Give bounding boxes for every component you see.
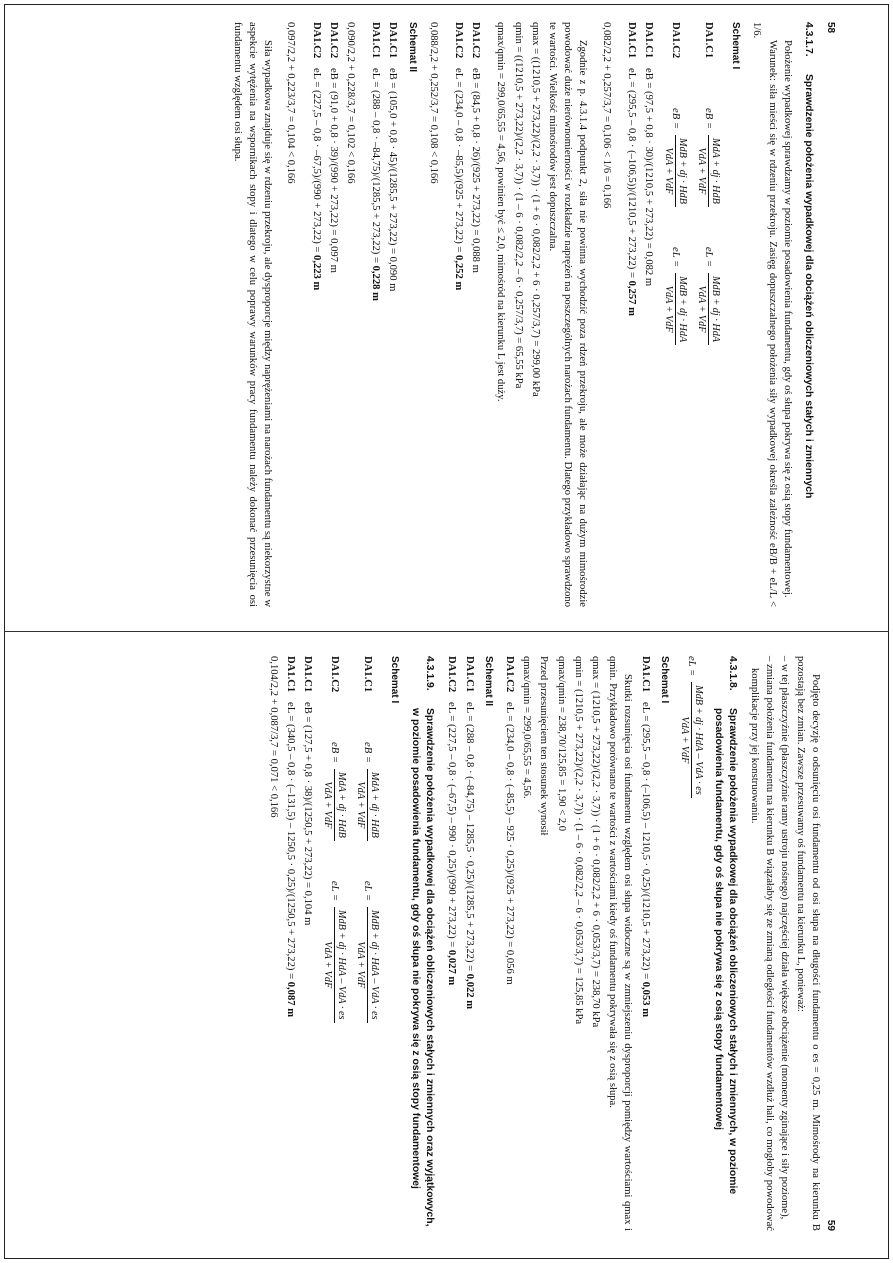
calc-text: eL = (234,0 – 0,8 · –85,5)/(925 + 273,22) = — [452, 68, 464, 256]
formula-lhs: eL = — [329, 880, 341, 902]
denominator: VdA + VdF — [321, 781, 333, 829]
calc-text: eL = (227,5 – 0,8 · (–67,5) – 990 · 0,25)/(990 + 273,22) = — [446, 702, 458, 950]
numerator: MdB + dj · HdA – VdA · es — [334, 907, 348, 1023]
calc-result: 0,223 m — [310, 255, 322, 291]
design-approach-label: DA1.C2 — [310, 22, 322, 59]
calc-text: eL = (234,0 – 0,8 · (–85,5) – 925 · 0,25)/(925 + 273,22) = 0,056 m — [503, 702, 515, 985]
design-approach-label: DA1.C1 — [301, 656, 313, 693]
page-number: 58 — [825, 22, 836, 34]
calc-result: 0,053 m — [639, 981, 651, 1018]
design-approach-label: DA1.C1 — [642, 22, 654, 59]
fraction — [695, 135, 722, 207]
section-title: Sprawdzenie położenia wypadkowej dla obciążeń obliczeniowych stałych i zmiennych, w poziomie posadowienia fundamentu, gdy oś słupa nie pokrywa się z osią stopy fundamentowej — [712, 708, 738, 1195]
design-approach-label: DA1.C2 — [446, 656, 458, 693]
formula-lhs: eL = — [362, 880, 374, 902]
formula-lhs: eL = — [703, 246, 715, 268]
calc-text: eL = (295,5 – 0,8 · (–106,5))/(1210,5 + 273,22) = — [625, 68, 637, 281]
denominator: VdA + VdF — [695, 147, 707, 195]
dash-list — [747, 656, 793, 1231]
formula-lhs: eB = — [329, 742, 341, 763]
numerator: MdA + dj · HdB — [708, 135, 722, 207]
design-approach-label: DA1.C1 — [639, 656, 651, 693]
page-divider — [4, 631, 889, 632]
page-number: 59 — [825, 1219, 836, 1231]
calc-text: eL = (288 – 0,8 · (–84,75) – 1285,5 · 0,25)/(1285,5 + 273,22) = — [463, 702, 475, 974]
calc-line: qmax/qmin = 299,0/65,55 = 4,56. — [521, 656, 533, 799]
formula — [354, 881, 381, 1023]
schemat-heading: Schemat I — [658, 656, 670, 704]
calc-text: eB = (91,0 + 0,8 · 39)/(990 + 273,22) = 0,097 m — [327, 68, 339, 273]
paragraph: Zgodnie z p. 4.3.1.4 podpunkt 2, siła nie powinna wychodzić poza rdzeń przekroju, ale może działając na dużym mimośrodzie powodować duże nierównomierności w rozkładzie naprężeń na poszczególnych narożach fundamentu. Dlatego przykładowo sprawdzono te wartości. Wielkość mimośrodów jest dopuszczalna. — [546, 22, 589, 607]
design-approach-label: DA1.C2 — [329, 656, 341, 693]
calc-line — [300, 656, 315, 1231]
paragraph: Warunek: siła mieści się w rdzeniu przekroju. Zasięg dopuszczalnego położenia siły wypadkowej określa zależność eB/B + eL/L < 1/6. — [751, 22, 778, 607]
calc-line: qmin = ((1210,5 + 273,22)/(2,2 · 3,7)) · (1 – 6 · 0,082/2,2 – 6 · 0,257/3,7) = 65,55 kPa — [512, 22, 524, 389]
calc-line — [502, 656, 517, 1231]
formula-row — [695, 22, 722, 607]
formula-lhs: eB = — [362, 742, 374, 763]
section-heading — [408, 656, 436, 1231]
formula — [662, 247, 689, 345]
fraction — [354, 907, 381, 1023]
denominator: VdA + VdF — [662, 147, 674, 195]
paragraph: Podjęto decyzję o odsunięciu osi fundamentu od osi słupa na długości fundamentu o es = 0,25 m. Mimośrody na kierunku B pozostają bez zmian. Zawsze przesuwamy oś fundamentu na kierunku L, ponieważ: — [794, 656, 821, 1231]
calc-line — [468, 22, 483, 607]
denominator: VdA + VdF — [321, 941, 333, 989]
paragraph: Skutki rozsunięcia osi fundamentu względem osi słupa widoczne są w zmniejszeniu dysproporcji pomiędzy wartościami qmax i qmin. Przykładowo porównano te wartości z wartościami kiedy oś fundamentu pokrywała się z osią słupa. — [607, 656, 634, 1231]
formula-lhs: eL = — [670, 247, 682, 268]
calc-result: 0,257 m — [625, 280, 637, 316]
fraction — [695, 273, 722, 345]
calc-text: eB = (97,5 + 0,8 · 30)/(1210,5 + 273,22) = 0,082 m — [642, 68, 654, 287]
calc-line: qmin = (1210,5 + 273,22)/(2,2 · 3,7)) · (1 – 6 · 0,082/2,2 – 6 · 0,053/3,7) = 125,85 kPa — [572, 656, 584, 1025]
calc-line: qmax/qmin = 238,70/125,85 = 1,90 < 2,0 — [555, 656, 567, 832]
fraction — [662, 135, 689, 207]
calc-text: eL = (227,5 – 0,8 · –67,5)/(990 + 273,22) = — [310, 68, 322, 256]
design-approach-label: DA1.C2 — [503, 656, 515, 693]
fraction — [321, 769, 348, 841]
denominator: VdA + VdF — [354, 941, 366, 989]
schemat-heading: Schemat I — [730, 22, 742, 70]
calc-line — [641, 22, 656, 607]
formula — [354, 742, 381, 841]
calc-text: eL = (295,5 – 0,8 · (–106,5) – 1210,5 · 0,25)/(1210,5 + 273,22) = — [639, 702, 651, 982]
formula-row — [354, 656, 381, 1231]
section-heading — [711, 656, 739, 1231]
schemat-heading: Schemat I — [389, 656, 401, 704]
formula-row — [321, 656, 348, 1231]
calc-result: 0,022 m — [463, 973, 475, 1010]
calc-result: 0,087 m — [284, 981, 296, 1018]
calc-line — [308, 22, 323, 607]
calc-line: Przed przesunięciem ten stosunek wynosił — [538, 656, 550, 836]
design-approach-label: DA1.C2 — [452, 22, 464, 59]
formula-lhs: eL = — [685, 656, 697, 677]
calc-line — [385, 22, 400, 607]
formula — [695, 247, 722, 345]
design-approach-label: DA1.C2 — [670, 22, 682, 59]
calc-line — [444, 656, 459, 1231]
numerator: MdB + dj · HdA — [675, 273, 689, 345]
calc-line — [461, 656, 476, 1231]
section-number: 4.3.1.9. — [424, 656, 436, 691]
formula — [321, 881, 348, 1023]
calc-line — [624, 22, 639, 607]
design-approach-label: DA1.C1 — [284, 656, 296, 693]
formula-row — [662, 22, 689, 607]
design-approach-label: DA1.C1 — [625, 22, 637, 59]
denominator: VdA + VdF — [662, 285, 674, 333]
calc-line: 0,097/2,2 + 0,223/3,7 = 0,104 < 0,166 — [285, 22, 297, 184]
calc-result: 0,228 m — [370, 265, 382, 301]
denominator: VdA + VdF — [678, 716, 690, 764]
numerator: MdB + dj · HdB — [675, 135, 689, 207]
calc-line — [283, 656, 298, 1231]
numerator: MdB + dj · HdA — [708, 273, 722, 345]
calc-line: qmax/qmin = 299,0/65,55 = 4,56, powinien być ≤ 2,0, mimośród na kierunku L jest duży. — [495, 22, 507, 402]
calc-line: 0,090/2,2 + 0,228/3,7 = 0,102 < 0,166 — [344, 22, 356, 184]
formula — [662, 108, 689, 207]
denominator: VdA + VdF — [354, 781, 366, 829]
calc-result: 0,027 m — [446, 949, 458, 986]
design-approach-label: DA1.C1 — [362, 656, 374, 693]
formula — [321, 742, 348, 841]
design-approach-label: DA1.C1 — [387, 22, 399, 59]
denominator: VdA + VdF — [695, 285, 707, 333]
calc-line: 0,082/2,2 + 0,257/3,7 = 0,106 < 1/6 = 0,166 — [600, 22, 612, 209]
formula-lhs: eB = — [703, 108, 715, 129]
section-title: Sprawdzenie położenia wypadkowej dla obciążeń obliczeniowych stałych i zmiennych oraz wyjątkowych, w poziomie posadowienia fundamentu, gdy oś słupa nie pokrywa się z osią stopy fundamentowej — [410, 708, 436, 1227]
formula-row — [678, 656, 705, 1231]
list-item: – w tej płaszczyźnie (płaszczyźnie ramy ustroju nośnego) najczęściej działa większe obciążenie (momenty zginające i siły poziome), — [779, 656, 791, 1220]
calc-text: eL = (340,5 – 0,8 · (–131,5) – 1250,5 · 0,25)/(1250,5 + 273,22) = — [284, 702, 296, 982]
numerator: MdA + dj · HdB — [334, 769, 348, 841]
section-title: Sprawdzenie położenia wypadkowej dla obciążeń obliczeniowych stałych i zmiennych — [802, 74, 814, 499]
section-number: 4.3.1.7. — [802, 22, 814, 57]
calc-line — [637, 656, 652, 1231]
design-approach-label: DA1.C2 — [327, 22, 339, 59]
design-approach-label: DA1.C2 — [470, 22, 482, 59]
fraction — [662, 273, 689, 345]
numerator: MdB + dj · HdA – VdA · es — [367, 907, 381, 1023]
fraction — [321, 907, 348, 1023]
calc-text: eB = (84,5 + 0,8 · 26)/(925 + 273,22) = 0,088 m — [470, 68, 482, 273]
calc-text: eB = (105,0 + 0,8 · 45)/(1285,5 + 273,22) = 0,090 m — [387, 68, 399, 292]
calc-line — [451, 22, 466, 607]
formula — [678, 656, 705, 798]
numerator: MdB + dj · HdA – VdA · es — [691, 682, 705, 798]
calc-line — [368, 22, 383, 607]
formula — [695, 108, 722, 207]
calc-result: 0,252 m — [452, 255, 464, 291]
calc-text: eL = (288 – 0,8 · –84,75)/(1285,5 + 273,22) = — [370, 68, 382, 266]
calc-line — [326, 22, 341, 607]
section-heading — [801, 22, 815, 607]
design-approach-label: DA1.C1 — [703, 22, 715, 59]
calc-line: qmax = ((1210,5 + 273,22)/(2,2 · 3,7)) · (1 + 6 · 0,082/2,2 + 6 · 0,257/3,7) = 299,00 kPa — [529, 22, 541, 397]
calc-line: 0,088/2,2 + 0,252/3,7 = 0,108 < 0,166 — [427, 22, 439, 184]
paragraph: Siła wypadkowa znajduje się w rdzeniu przekroju, ale dysproporcje między naprężeniami na narożach fundamentu są niekorzystne w aspekcie wytężenia na wspornikach stopy i dlatego w celu poprawy warunków pracy fundamentu należy dokonać przesunięcia osi fundamentu względem osi słupa. — [231, 22, 274, 607]
schemat-heading: Schemat II — [482, 656, 494, 707]
design-approach-label: DA1.C1 — [370, 22, 382, 59]
schemat-heading: Schemat II — [406, 22, 418, 73]
calc-text: eB = (127,5 + 0,8 · 38)/(1250,5 + 273,22) = 0,104 m — [301, 702, 313, 926]
list-item: – zmiana położenia fundamentu na kierunku B wiązałaby się ze zmianą odległości fundamentów wzdłuż hali, co mogłoby powodować komplikacje przy jej konstruowaniu. — [748, 656, 776, 1231]
design-approach-label: DA1.C1 — [463, 656, 475, 693]
fraction — [678, 682, 705, 798]
paragraph: Położenie wypadkowej sprawdzamy w poziomie posadowienia fundamentu, gdy oś słupa pokrywa się z osią stopy fundamentowej. — [781, 40, 793, 598]
numerator: MdA + dj · HdB — [367, 769, 381, 841]
calc-line: 0,104/2,2 + 0,087/3,7 = 0,071 < 0,166 — [267, 656, 279, 818]
formula-lhs: eB = — [670, 108, 682, 129]
section-number: 4.3.1.8. — [726, 656, 738, 691]
fraction — [354, 769, 381, 841]
calc-line: qmax = (1210,5 + 273,22)/(2,2 · 3,7)) · (1 + 6 · 0,082/2,2 + 6 · 0,053/3,7) = 238,70 kPa — [589, 656, 601, 1028]
